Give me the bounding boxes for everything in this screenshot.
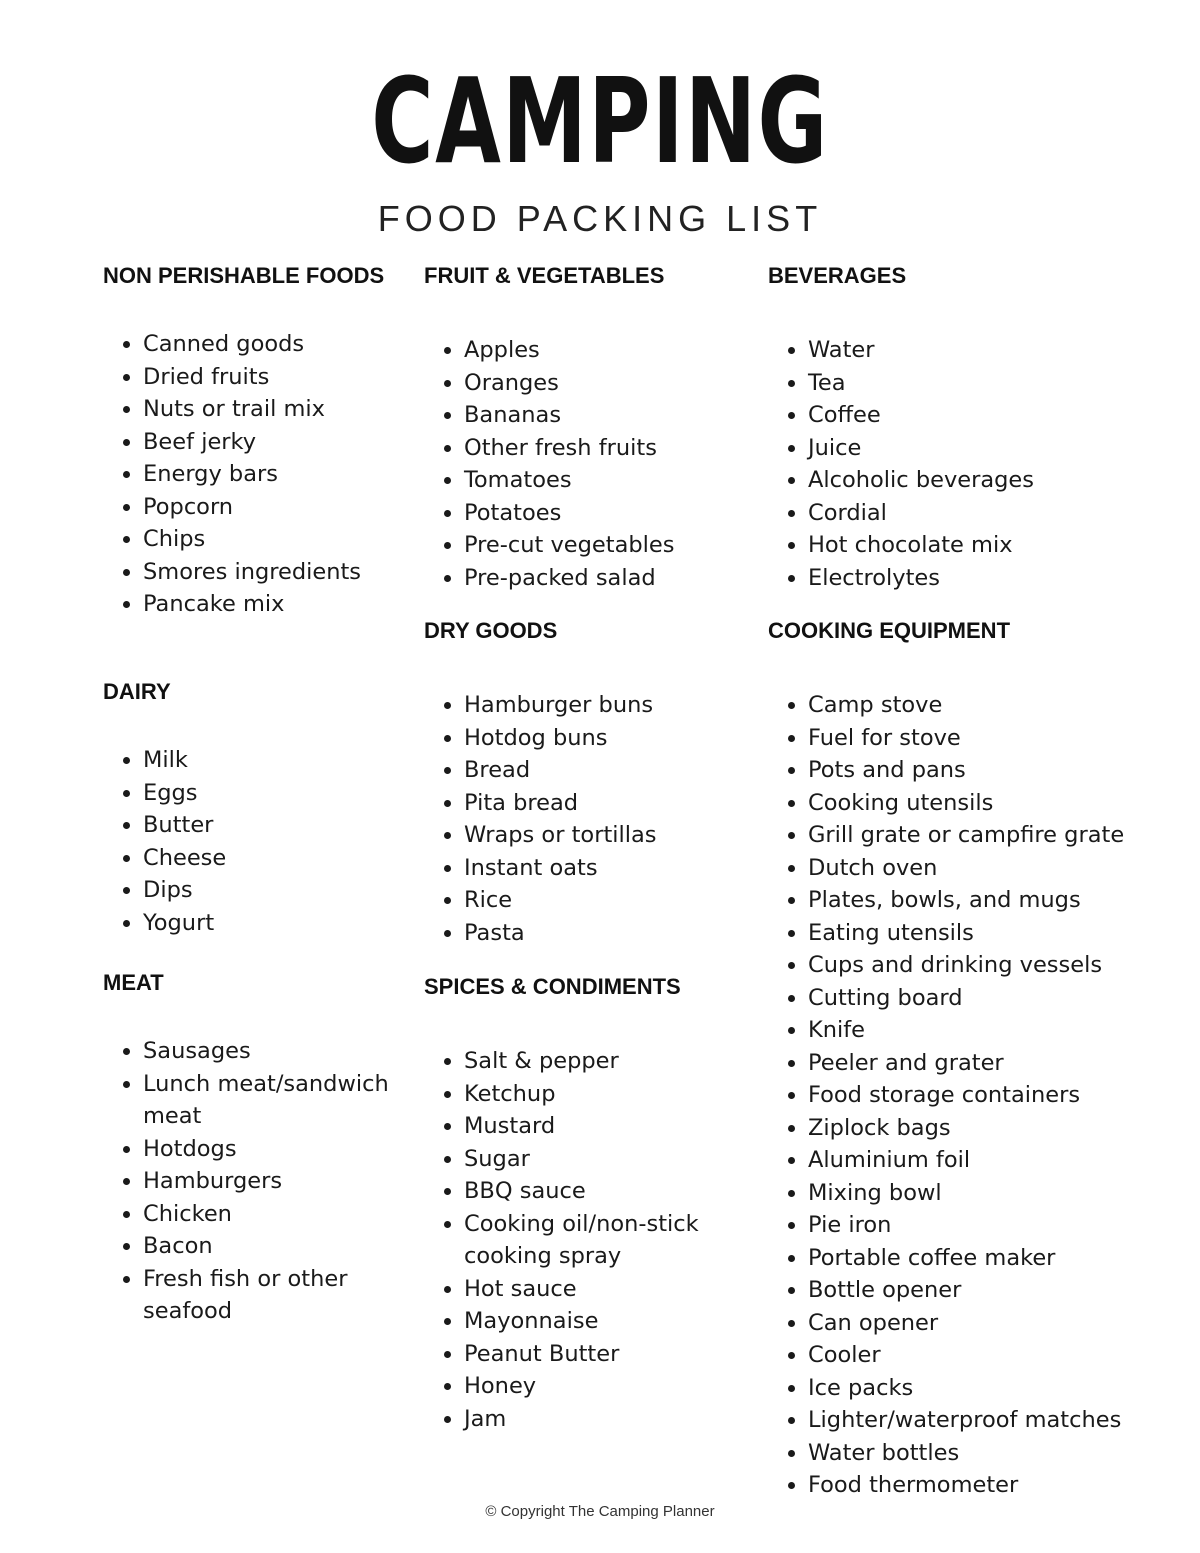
item-list	[103, 1035, 413, 1328]
list-item: • Fuel for stove	[808, 722, 1168, 755]
section-meat	[103, 970, 413, 1328]
list-item: • Lighter/waterproof matches	[808, 1404, 1168, 1437]
page-title: CAMPING	[371, 52, 829, 190]
list-item: • Food thermometer	[808, 1469, 1168, 1502]
item-list	[424, 334, 754, 594]
section-heading: NON PERISHABLE FOODS	[103, 263, 385, 288]
list-item: • Bananas	[464, 399, 754, 432]
list-item: • Instant oats	[464, 852, 754, 885]
list-item: • Pots and pans	[808, 754, 1168, 787]
list-item: • Eating utensils	[808, 917, 1168, 950]
list-item: • Cordial	[808, 497, 1168, 530]
list-item: • Bottle opener	[808, 1274, 1168, 1307]
item-list	[424, 1045, 754, 1435]
list-item: • Knife	[808, 1014, 1168, 1047]
list-item: • Pita bread	[464, 787, 754, 820]
list-item: • Cheese	[143, 842, 413, 875]
list-item: • Hamburger buns	[464, 689, 754, 722]
list-item: • Chicken	[143, 1198, 413, 1231]
list-item: • Dutch oven	[808, 852, 1168, 885]
list-item: • Sausages	[143, 1035, 413, 1068]
list-item: • Dips	[143, 874, 413, 907]
list-item: • Ice packs	[808, 1372, 1168, 1405]
list-item: • Mixing bowl	[808, 1177, 1168, 1210]
section-heading: SPICES & CONDIMENTS	[424, 974, 681, 999]
item-list	[768, 689, 1168, 1502]
list-item: • Ziplock bags	[808, 1112, 1168, 1145]
copyright-footer: © Copyright The Camping Planner	[485, 1503, 715, 1520]
list-item: • Yogurt	[143, 907, 413, 940]
list-item: • Fresh fish or other seafood	[143, 1263, 413, 1328]
section-cooking-equipment	[768, 618, 1168, 1502]
list-item: • Pre-cut vegetables	[464, 529, 754, 562]
list-item: • Sugar	[464, 1143, 754, 1176]
list-item: • Water bottles	[808, 1437, 1168, 1470]
list-item: • Hotdog buns	[464, 722, 754, 755]
list-item: • Tea	[808, 367, 1168, 400]
section-dry-goods	[424, 618, 754, 949]
list-item: • Water	[808, 334, 1168, 367]
list-item: • Cooking oil/non-stick cooking spray	[464, 1208, 754, 1273]
section-heading: MEAT	[103, 970, 164, 995]
list-item: • Jam	[464, 1403, 754, 1436]
list-item: • Tomatoes	[464, 464, 754, 497]
list-item: • Peeler and grater	[808, 1047, 1168, 1080]
item-list	[103, 744, 413, 939]
list-item: • Cups and drinking vessels	[808, 949, 1168, 982]
list-item: • Grill grate or campfire grate	[808, 819, 1168, 852]
list-item: • Hotdogs	[143, 1133, 413, 1166]
list-item: • Coffee	[808, 399, 1168, 432]
list-item: • Nuts or trail mix	[143, 393, 413, 426]
item-list	[768, 334, 1168, 594]
section-heading: DAIRY	[103, 679, 171, 704]
list-item: • Pasta	[464, 917, 754, 950]
list-item: • Aluminium foil	[808, 1144, 1168, 1177]
list-item: • Cutting board	[808, 982, 1168, 1015]
section-spices-condiments	[424, 974, 754, 1435]
section-heading: DRY GOODS	[424, 618, 558, 643]
list-item: • Can opener	[808, 1307, 1168, 1340]
section-fruit-vegetables	[424, 263, 754, 594]
list-item: • Ketchup	[464, 1078, 754, 1111]
item-list	[424, 689, 754, 949]
list-item: • Plates, bowls, and mugs	[808, 884, 1168, 917]
list-item: • Mustard	[464, 1110, 754, 1143]
list-item: • Hamburgers	[143, 1165, 413, 1198]
list-item: • Pancake mix	[143, 588, 413, 621]
section-dairy	[103, 679, 413, 939]
list-item: • Wraps or tortillas	[464, 819, 754, 852]
section-heading: BEVERAGES	[768, 263, 907, 288]
section-non-perishable-foods	[103, 263, 413, 621]
list-item: • Eggs	[143, 777, 413, 810]
list-item: • Portable coffee maker	[808, 1242, 1168, 1275]
list-item: • Bread	[464, 754, 754, 787]
list-item: • Hot sauce	[464, 1273, 754, 1306]
list-item: • BBQ sauce	[464, 1175, 754, 1208]
list-item: • Dried fruits	[143, 361, 413, 394]
list-item: • Beef jerky	[143, 426, 413, 459]
list-item: • Pie iron	[808, 1209, 1168, 1242]
list-item: • Juice	[808, 432, 1168, 465]
list-item: • Cooking utensils	[808, 787, 1168, 820]
list-item: • Peanut Butter	[464, 1338, 754, 1371]
list-item: • Cooler	[808, 1339, 1168, 1372]
list-item: • Salt & pepper	[464, 1045, 754, 1078]
list-item: • Bacon	[143, 1230, 413, 1263]
list-item: • Mayonnaise	[464, 1305, 754, 1338]
list-item: • Potatoes	[464, 497, 754, 530]
list-item: • Butter	[143, 809, 413, 842]
list-item: • Canned goods	[143, 328, 413, 361]
section-heading: FRUIT & VEGETABLES	[424, 263, 665, 288]
list-item: • Lunch meat/sandwich meat	[143, 1068, 413, 1133]
list-item: • Milk	[143, 744, 413, 777]
list-item: • Smores ingredients	[143, 556, 413, 589]
item-list	[103, 328, 413, 621]
list-item: • Alcoholic beverages	[808, 464, 1168, 497]
list-item: • Hot chocolate mix	[808, 529, 1168, 562]
list-item: • Energy bars	[143, 458, 413, 491]
page-subtitle: FOOD PACKING LIST	[377, 198, 823, 239]
list-item: • Rice	[464, 884, 754, 917]
list-item: • Chips	[143, 523, 413, 556]
list-item: • Other fresh fruits	[464, 432, 754, 465]
list-item: • Pre-packed salad	[464, 562, 754, 595]
list-item: • Oranges	[464, 367, 754, 400]
list-item: • Apples	[464, 334, 754, 367]
list-item: • Camp stove	[808, 689, 1168, 722]
list-item: • Food storage containers	[808, 1079, 1168, 1112]
list-item: • Electrolytes	[808, 562, 1168, 595]
section-beverages	[768, 263, 1168, 594]
list-item: • Honey	[464, 1370, 754, 1403]
list-item: • Popcorn	[143, 491, 413, 524]
section-heading: COOKING EQUIPMENT	[768, 618, 1011, 643]
